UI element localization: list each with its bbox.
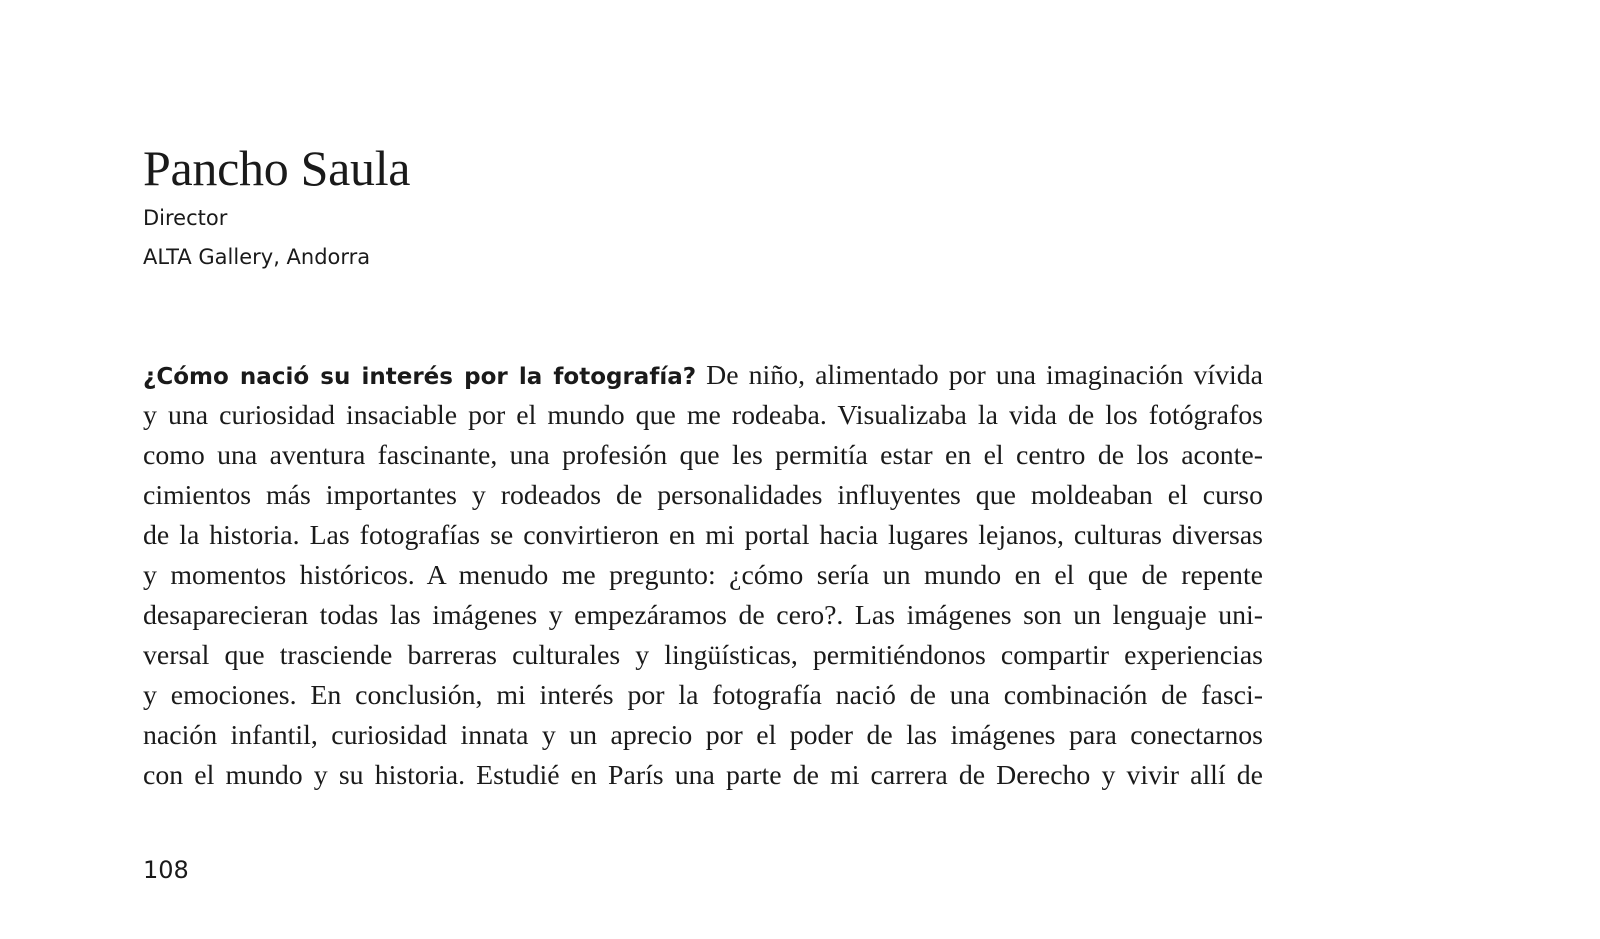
text-line: nación infantil, curiosidad innata y un aprecio por el poder de las imágenes para conectarnos	[143, 720, 1263, 751]
text-line: cimientos más importantes y rodeados de personalidades influyentes que moldeaban el curso	[143, 480, 1263, 511]
answer-text-line: De niño, alimentado por una imaginación vívida	[706, 360, 1263, 391]
text-line: de la historia. Las fotografías se convirtieron en mi portal hacia lugares lejanos, culturas diversas	[143, 520, 1263, 551]
text-line-1	[143, 356, 1263, 396]
person-role: Director	[143, 206, 228, 230]
text-line: y emociones. En conclusión, mi interés por la fotografía nació de una combinación de fasci-	[143, 680, 1263, 711]
person-name: Pancho Saula	[143, 140, 411, 196]
text-line: como una aventura fascinante, una profesión que les permitía estar en el centro de los aconte-	[143, 440, 1263, 471]
interview-question: ¿Cómo nació su interés por la fotografía?	[143, 364, 697, 390]
person-organization: ALTA Gallery, Andorra	[143, 245, 371, 269]
text-line: y una curiosidad insaciable por el mundo que me rodeaba. Visualizaba la vida de los fotógrafos	[143, 400, 1263, 431]
text-line: y momentos históricos. A menudo me pregunto: ¿cómo sería un mundo en el que de repente	[143, 560, 1263, 591]
page-number: 108	[143, 856, 189, 884]
interview-body	[143, 356, 1263, 796]
text-line: versal que trasciende barreras culturales y lingüísticas, permitiéndonos compartir experiencias	[143, 640, 1263, 671]
text-line: desaparecieran todas las imágenes y empezáramos de cero?. Las imágenes son un lenguaje uni-	[143, 600, 1263, 631]
text-line: con el mundo y su historia. Estudié en París una parte de mi carrera de Derecho y vivir allí de	[143, 760, 1263, 791]
